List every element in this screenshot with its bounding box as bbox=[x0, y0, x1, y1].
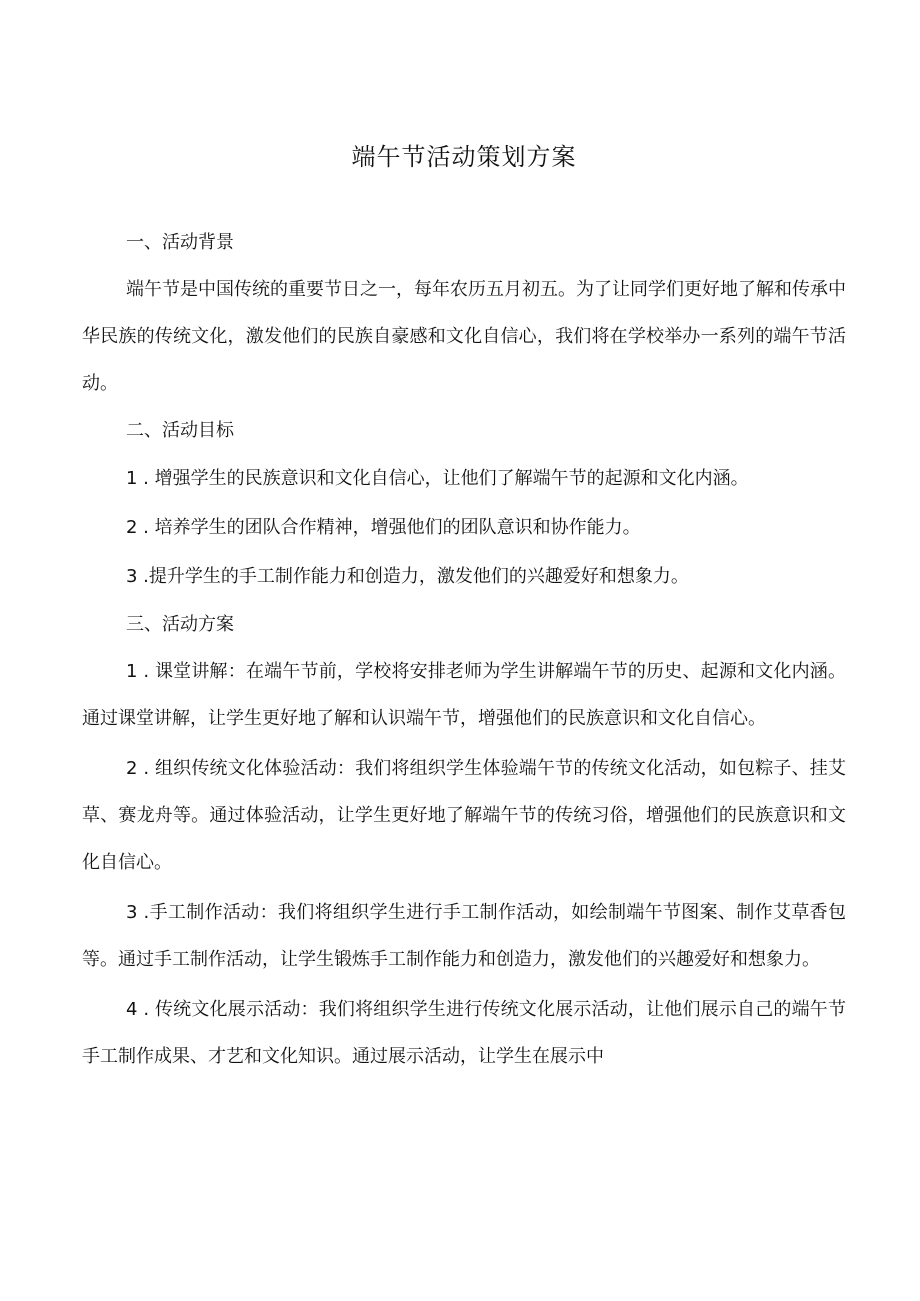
list-item: 3 .手工制作活动：我们将组织学生进行手工制作活动，如绘制端午节图案、制作艾草香包等。通过手工制作活动，让学生锻炼手工制作能力和创造力，激发他们的兴趣爱好和想象力。 bbox=[82, 902, 846, 970]
list-item: 4 . 传统文化展示活动：我们将组织学生进行传统文化展示活动，让他们展示自己的端午节手工制作成果、才艺和文化知识。通过展示活动，让学生在展示中 bbox=[82, 999, 846, 1067]
section-heading: 一、活动背景 bbox=[126, 232, 234, 253]
list-item: 1 . 增强学生的民族意识和文化自信心，让他们了解端午节的起源和文化内涵。 bbox=[126, 468, 749, 489]
list-item: 3 .提升学生的手工制作能力和创造力，激发他们的兴趣爱好和想象力。 bbox=[126, 566, 689, 587]
list-item: 2 . 培养学生的团队合作精神，增强他们的团队意识和协作能力。 bbox=[126, 517, 641, 538]
list-item: 2 . 组织传统文化体验活动：我们将组织学生体验端午节的传统文化活动，如包粽子、挂艾草、赛龙舟等。通过体验活动，让学生更好地了解端午节的传统习俗，增强他们的民族意识和文化自信心。 bbox=[82, 758, 846, 873]
section-plan bbox=[82, 601, 846, 1080]
document-title: 端午节活动策划方案 bbox=[351, 143, 577, 171]
document-body bbox=[82, 219, 846, 1080]
section-background bbox=[82, 219, 846, 407]
paragraph: 端午节是中国传统的重要节日之一，每年农历五月初五。为了让同学们更好地了解和传承中华民族的传统文化，激发他们的民族自豪感和文化自信心，我们将在学校举办一系列的端午节活动。 bbox=[82, 279, 846, 394]
section-goals bbox=[82, 407, 846, 601]
section-heading: 二、活动目标 bbox=[126, 420, 234, 441]
section-heading: 三、活动方案 bbox=[126, 614, 234, 635]
list-item: 1 . 课堂讲解：在端午节前，学校将安排老师为学生讲解端午节的历史、起源和文化内涵。通过课堂讲解，让学生更好地了解和认识端午节，增强他们的民族意识和文化自信心。 bbox=[82, 661, 846, 729]
